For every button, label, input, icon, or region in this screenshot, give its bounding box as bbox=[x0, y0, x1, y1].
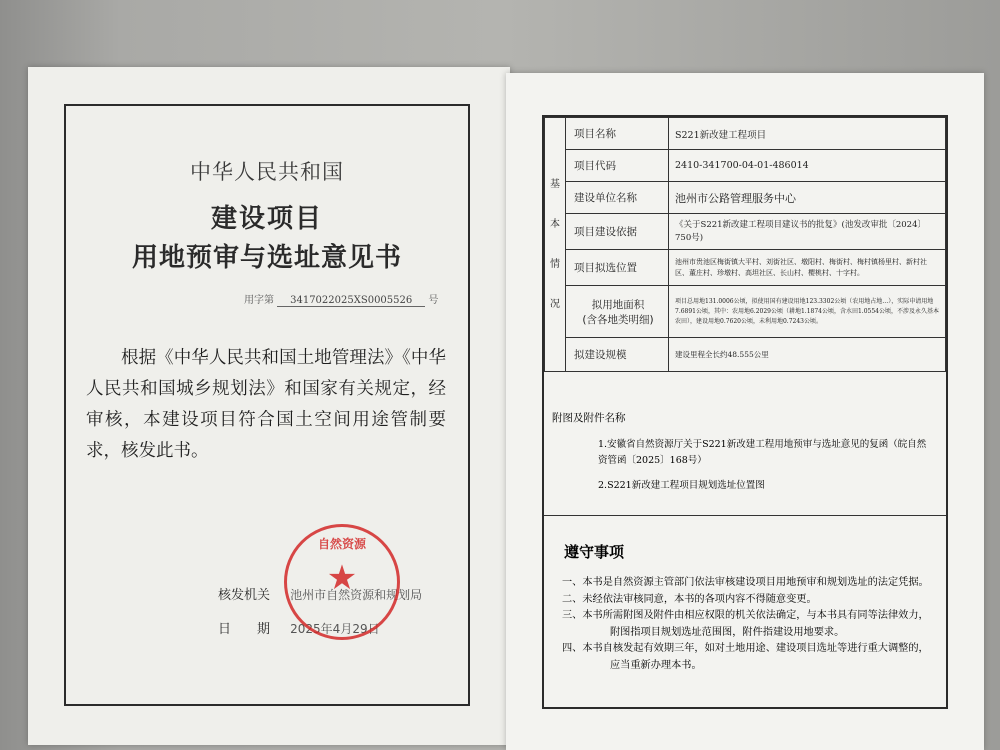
notes-list bbox=[562, 575, 934, 674]
date-row bbox=[218, 618, 380, 637]
side-heading-char: 况 bbox=[550, 298, 560, 310]
attachment-item: 2.S221新改建工程项目规划选址位置图 bbox=[598, 480, 765, 491]
document-title-line2: 用地预审与选址意见书 bbox=[131, 243, 402, 273]
row-value: 池州市贵池区梅街镇大平村、刘街社区、墩阳村、梅街村、梅村镇杨里村、新村社区、董庄村、珍墩村、高坦社区、长山村、樱桃村、十字村。 bbox=[669, 250, 946, 286]
country-name: 中华人民共和国 bbox=[190, 160, 344, 184]
issuer-row bbox=[218, 584, 422, 603]
side-heading bbox=[545, 118, 566, 372]
row-label: 项目建设依据 bbox=[566, 214, 669, 250]
attachments-title: 附图及附件名称 bbox=[552, 412, 626, 424]
side-heading-char: 本 bbox=[550, 218, 560, 230]
date-value: 2025年4月29日 bbox=[290, 622, 380, 636]
docno-prefix: 用字第 bbox=[244, 295, 274, 306]
side-heading-char: 情 bbox=[550, 258, 560, 270]
seal-ring-text: 自然资源 bbox=[317, 537, 366, 551]
left-page bbox=[28, 67, 510, 745]
row-label: 项目代码 bbox=[566, 150, 669, 182]
attachments-section bbox=[544, 405, 946, 516]
table-row bbox=[545, 182, 946, 214]
row-label: 建设单位名称 bbox=[566, 182, 669, 214]
table-row bbox=[545, 214, 946, 250]
table-row bbox=[545, 338, 946, 372]
row-value: 池州市公路管理服务中心 bbox=[669, 182, 946, 214]
row-label: 项目名称 bbox=[566, 118, 669, 150]
document-title-line1: 建设项目 bbox=[210, 204, 323, 234]
date-label: 日 期 bbox=[218, 622, 271, 637]
note-item: 二、未经依法审核同意，本书的各项内容不得随意变更。 bbox=[562, 593, 817, 605]
seal-star-icon: ★ bbox=[326, 558, 358, 598]
row-value: 2410-341700-04-01-486014 bbox=[669, 150, 946, 182]
attachment-item: 1.安徽省自然资源厅关于S221新改建工程用地预审与选址意见的复函（皖自然资管函〔2025〕168号） bbox=[598, 439, 927, 466]
docno-suffix: 号 bbox=[428, 295, 439, 306]
document-number bbox=[244, 291, 438, 307]
note-item: 四、本书自核发起有效期三年，如对土地用途、建设项目选址等进行重大调整的，应当重新办理本书。 bbox=[562, 643, 929, 671]
row-value: 建设里程全长约48.555公里 bbox=[669, 338, 946, 372]
table-row bbox=[545, 286, 946, 338]
left-page-frame bbox=[64, 104, 470, 706]
table-row bbox=[545, 118, 946, 150]
row-value: 《关于S221新改建工程项目建议书的批复》(池发改审批〔2024〕750号) bbox=[669, 214, 946, 250]
row-value: S221新改建工程项目 bbox=[669, 118, 946, 150]
row-value: 项目总用地131.0006公顷，拟使用国有建设用地123.3302公顷（农用地占地…），实际申请用地7.6891公顷，其中：农用地6.2029公顷（耕地1.1874公顷，含水田1.0554公顷，不涉及永久基本农田），建设用地0.7620公顷，未利用地0.7243公顷。 bbox=[669, 286, 946, 338]
right-page bbox=[506, 73, 984, 750]
table-row bbox=[545, 150, 946, 182]
row-label: 拟建设规模 bbox=[566, 338, 669, 372]
issuer-label: 核发机关 bbox=[218, 588, 271, 603]
approval-body-text: 根据《中华人民共和国土地管理法》《中华人民共和国城乡规划法》和国家有关规定，经审核，本建设项目符合国土空间用途管制要求，核发此书。 bbox=[86, 348, 446, 461]
row-label: 拟用地面积 (含各地类明细) bbox=[566, 286, 669, 338]
issuer-value: 池州市自然资源和规划局 bbox=[290, 588, 423, 602]
basic-info-table bbox=[544, 117, 946, 372]
table-row bbox=[545, 250, 946, 286]
note-item: 三、本书所需附图及附件由相应权限的机关依法确定，与本书具有同等法律效力，附图指项目规划选址范围图，附件指建设用地要求。 bbox=[562, 610, 929, 638]
notes-title: 遵守事项 bbox=[564, 543, 625, 561]
side-heading-char: 基 bbox=[550, 178, 560, 190]
row-label: 项目拟选位置 bbox=[566, 250, 669, 286]
note-item: 一、本书是自然资源主管部门依法审核建设项目用地预审和规划选址的法定凭据。 bbox=[562, 577, 929, 588]
docno-number: 3417022025XS0005526 bbox=[277, 295, 425, 307]
right-page-frame bbox=[542, 115, 948, 709]
